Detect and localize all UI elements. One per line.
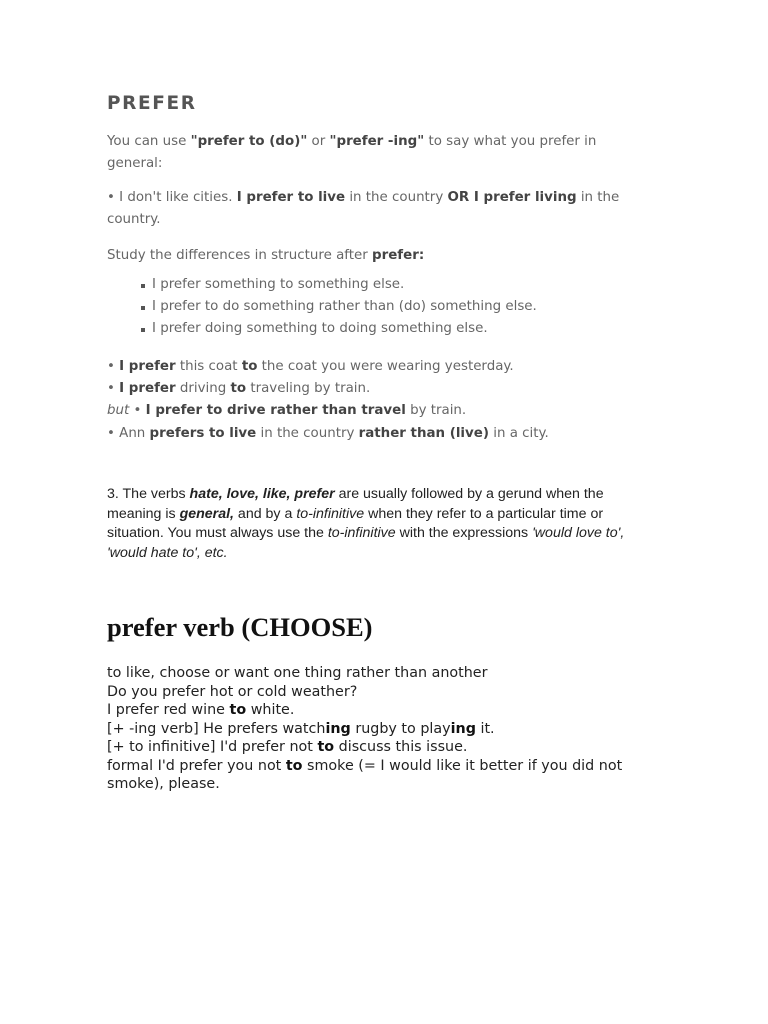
example-bold: to — [229, 702, 247, 718]
list-item: I prefer doing something to doing something else. — [152, 318, 672, 340]
example-bold: to — [317, 739, 335, 755]
example-bold: ing — [325, 720, 351, 737]
intro-paragraph — [107, 131, 647, 175]
bullet: • — [107, 359, 120, 374]
example-text: driving — [175, 381, 231, 396]
note-text: are usually followed by a gerund when the meaning is — [107, 486, 604, 522]
example-bold: OR I prefer living — [447, 190, 577, 205]
note-text: 3. The verbs — [107, 486, 190, 502]
example-bold: I prefer to live — [236, 190, 346, 205]
example-text: this coat — [175, 359, 242, 374]
example-text: in the country — [256, 426, 359, 441]
example-bold: prefers to live — [149, 426, 257, 441]
bullet: • — [107, 426, 120, 441]
note-italic: 'would love to', 'would hate to', etc. — [107, 525, 625, 561]
list-item: I prefer something to something else. — [152, 274, 672, 296]
example-bold: I prefer to drive rather than travel — [145, 403, 406, 418]
example-bold: I prefer — [119, 381, 176, 396]
note-paragraph — [107, 485, 657, 563]
study-line — [107, 245, 647, 267]
example-text: [+ -ing verb] He prefers watch — [107, 720, 326, 737]
example-italic: but — [107, 403, 130, 418]
note-text: with the expressions — [395, 525, 533, 541]
study-bold: prefer: — [372, 248, 425, 263]
example-text: in the country — [345, 190, 448, 205]
dictionary-example — [107, 738, 677, 757]
dictionary-example — [107, 720, 677, 739]
dictionary-example — [107, 757, 677, 794]
example-text: by train. — [405, 403, 467, 418]
dictionary-entry — [107, 664, 677, 794]
example-line — [107, 356, 514, 378]
example-line — [107, 400, 466, 422]
example-bold: I prefer — [119, 359, 176, 374]
note-italic: to-infinitive — [327, 525, 396, 541]
intro-text: You can use — [107, 134, 191, 149]
example-text: in a city. — [488, 426, 549, 441]
bullet: • — [129, 403, 146, 418]
bullet: • — [107, 381, 120, 396]
example-text: I prefer red wine — [107, 702, 230, 718]
example-text: rugby to play — [350, 720, 451, 737]
note-bold-italic: hate, love, like, prefer — [189, 486, 335, 502]
example-text: the coat you were wearing yesterday. — [257, 359, 514, 374]
example-text: discuss this issue. — [334, 739, 468, 755]
page-title: PREFER — [107, 93, 197, 114]
note-text: and by a — [233, 505, 297, 522]
example-text: Ann — [119, 426, 150, 441]
example-bold: to — [230, 381, 247, 396]
example-text: it. — [475, 720, 495, 737]
example-text: formal I'd prefer you not — [107, 757, 286, 774]
dictionary-heading: prefer verb (CHOOSE) — [107, 612, 373, 642]
example-bold: to — [241, 359, 258, 374]
example-text: in the country. — [107, 190, 620, 227]
definition: to like, choose or want one thing rather than another — [107, 665, 488, 681]
dictionary-example: Do you prefer hot or cold weather? — [107, 683, 358, 700]
intro-text: or — [307, 134, 330, 149]
example-text: [+ to infinitive] I'd prefer not — [107, 739, 318, 755]
dictionary-example — [107, 701, 677, 720]
intro-bold-prefer-ing: "prefer -ing" — [329, 134, 425, 149]
example-line — [107, 378, 370, 400]
note-text: when they refer to a particular time or situation. You must always use the — [107, 505, 604, 541]
example-paragraph — [107, 187, 647, 231]
example-text: traveling by train. — [246, 381, 371, 396]
example-bold: rather than (live) — [358, 426, 489, 441]
example-bold: to — [285, 757, 303, 774]
example-text: smoke (= I would like it better if you did not smoke), please. — [107, 757, 623, 792]
note-bold-italic: general, — [179, 505, 234, 522]
structure-list — [107, 274, 672, 340]
note-italic: to-infinitive — [296, 505, 365, 522]
list-item: I prefer to do something rather than (do) something else. — [152, 296, 672, 318]
example-text: white. — [246, 702, 295, 718]
study-text: Study the differences in structure after — [107, 248, 373, 263]
intro-bold-prefer-to: "prefer to (do)" — [190, 134, 308, 149]
example-line — [107, 423, 549, 445]
example-bold: ing — [450, 720, 476, 737]
intro-text: to say what you prefer in general: — [107, 134, 597, 171]
example-text: • I don't like cities. — [107, 190, 237, 205]
